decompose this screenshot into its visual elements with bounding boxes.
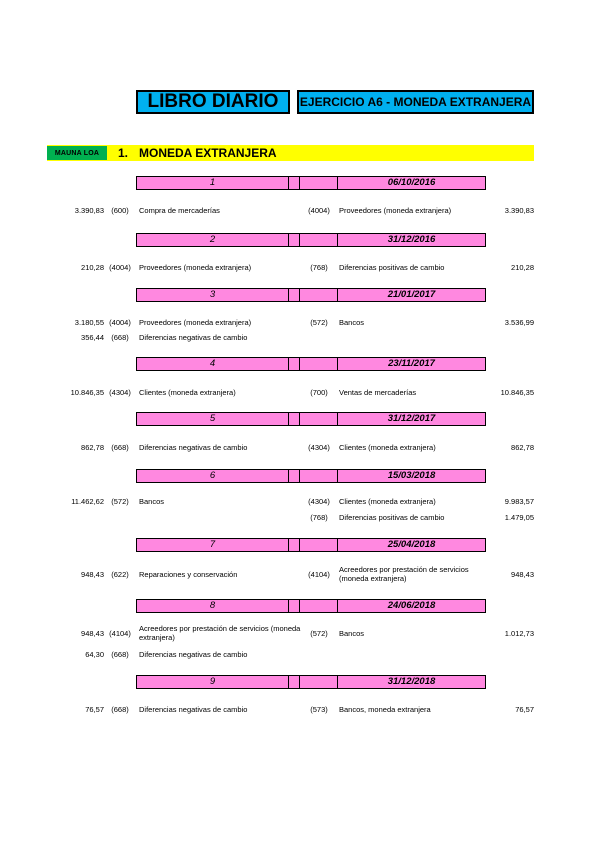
entry-number: 2 [209,234,216,245]
entry-number: 3 [209,289,216,300]
column-divider [288,413,289,425]
debit-account: (600) [111,206,129,215]
credit-account: (4004) [308,206,330,215]
entry-date: 06/10/2016 [387,177,436,188]
entry-header [136,176,486,190]
debit-account: (572) [111,497,129,506]
column-divider [288,539,289,551]
entry-number: 1 [209,177,216,188]
credit-description: Acreedores por prestación de servicios (moneda extranjera) [339,565,469,583]
entry-header [136,675,486,689]
credit-description: Ventas de mercaderías [339,388,417,397]
page-title: LIBRO DIARIO [136,90,290,114]
credit-account: (4304) [308,497,330,506]
entry-date: 24/06/2018 [387,600,436,611]
debit-description: Acreedores por prestación de servicios (moneda extranjera) [139,624,301,642]
credit-description: Bancos [339,629,365,638]
debit-account: (622) [111,570,129,579]
entry-header [136,233,486,247]
entry-number: 5 [209,413,216,424]
credit-description: Diferencias positivas de cambio [339,513,445,522]
debit-description: Reparaciones y conservación [139,570,238,579]
entry-number: 6 [209,470,216,481]
column-divider [288,470,289,482]
entry-number: 9 [209,676,216,687]
section-number: 1. [118,146,129,160]
entry-date: 25/04/2018 [387,539,436,550]
debit-amount: 76,57 [85,705,104,714]
entry-header [136,599,486,613]
column-divider [288,358,289,370]
column-divider [288,234,289,246]
company-badge: MAUNA LOA [47,146,107,160]
debit-description: Diferencias negativas de cambio [139,443,248,452]
entry-date: 31/12/2016 [387,234,436,245]
credit-amount: 9.983,57 [504,497,534,506]
page-subtitle: EJERCICIO A6 - MONEDA EXTRANJERA [297,90,534,114]
credit-account: (4304) [308,443,330,452]
debit-amount: 3.180,55 [74,318,104,327]
debit-description: Compra de mercaderías [139,206,220,215]
debit-amount: 11.462,62 [71,497,104,506]
debit-account: (4104) [109,629,131,638]
debit-description: Diferencias negativas de cambio [139,650,248,659]
column-divider [299,413,300,425]
credit-amount: 76,57 [515,705,534,714]
column-divider [299,358,300,370]
debit-account: (668) [111,650,129,659]
credit-account: (573) [310,705,328,714]
column-divider [299,289,300,301]
debit-amount: 356,44 [81,333,104,342]
section-title: MONEDA EXTRANJERA [139,146,277,160]
credit-amount: 1.012,73 [504,629,534,638]
debit-amount: 10.846,35 [70,388,104,397]
column-divider [299,177,300,189]
debit-amount: 948,43 [81,629,104,638]
column-divider [288,600,289,612]
entry-header [136,357,486,371]
credit-description: Clientes (moneda extranjera) [339,497,436,506]
credit-account: (572) [310,629,328,638]
entry-date: 21/01/2017 [387,289,436,300]
column-divider [288,289,289,301]
debit-account: (668) [111,705,129,714]
credit-description: Diferencias positivas de cambio [339,263,445,272]
column-divider [288,177,289,189]
column-divider [288,676,289,688]
credit-description: Clientes (moneda extranjera) [339,443,436,452]
debit-account: (668) [111,333,129,342]
column-divider [299,539,300,551]
column-divider [299,234,300,246]
credit-description: Bancos [339,318,365,327]
credit-amount: 10.846,35 [500,388,534,397]
credit-account: (768) [310,263,328,272]
credit-description: Bancos, moneda extranjera [339,705,431,714]
entry-number: 7 [209,539,216,550]
credit-description: Proveedores (moneda extranjera) [339,206,452,215]
credit-account: (4104) [308,570,330,579]
credit-amount: 862,78 [511,443,534,452]
debit-account: (668) [111,443,129,452]
column-divider [299,600,300,612]
debit-amount: 64,30 [85,650,104,659]
entry-number: 4 [209,358,216,369]
entry-date: 31/12/2018 [387,676,436,687]
credit-account: (572) [310,318,328,327]
column-divider [299,470,300,482]
credit-amount: 948,43 [511,570,534,579]
debit-account: (4004) [109,263,131,272]
credit-account: (768) [310,513,328,522]
credit-amount: 1.479,05 [504,513,534,522]
entry-number: 8 [209,600,216,611]
debit-description: Proveedores (moneda extranjera) [139,263,252,272]
debit-description: Diferencias negativas de cambio [139,333,248,342]
credit-amount: 3.536,99 [504,318,534,327]
debit-account: (4004) [109,318,131,327]
debit-amount: 862,78 [81,443,104,452]
entry-date: 15/03/2018 [387,470,436,481]
debit-description: Diferencias negativas de cambio [139,705,248,714]
entry-date: 23/11/2017 [388,358,435,369]
entry-header [136,412,486,426]
debit-description: Proveedores (moneda extranjera) [139,318,252,327]
entry-date: 31/12/2017 [387,413,436,424]
credit-amount: 3.390,83 [504,206,534,215]
column-divider [299,676,300,688]
entry-header [136,469,486,483]
entry-header [136,288,486,302]
debit-amount: 3.390,83 [74,206,104,215]
debit-description: Bancos [139,497,165,506]
debit-amount: 210,28 [81,263,104,272]
debit-description: Clientes (moneda extranjera) [139,388,236,397]
entry-header [136,538,486,552]
debit-account: (4304) [109,388,131,397]
credit-account: (700) [310,388,328,397]
debit-amount: 948,43 [81,570,104,579]
credit-amount: 210,28 [511,263,534,272]
